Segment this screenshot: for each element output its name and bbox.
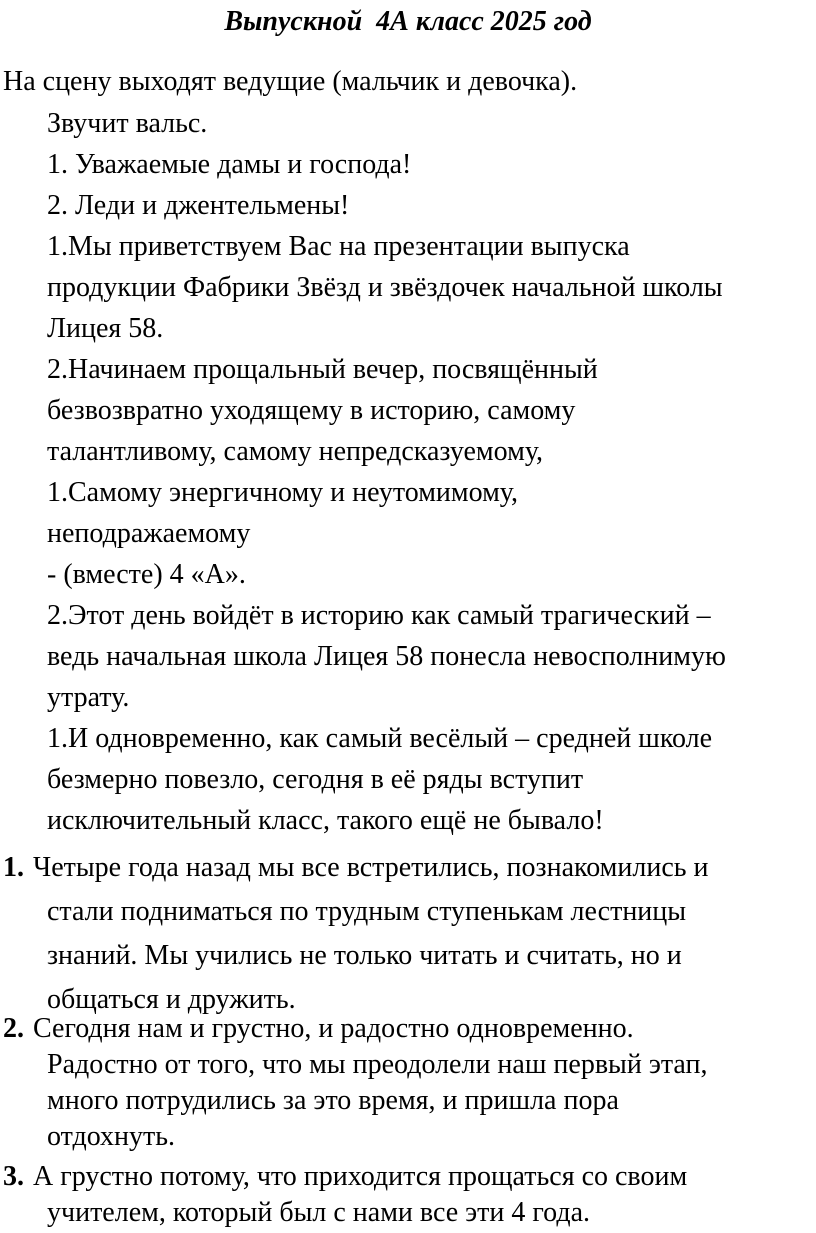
paragraph-continuation <box>47 1047 812 1155</box>
paragraph-number: 3. <box>3 1161 24 1192</box>
paragraph-first-line: Четыре года назад мы все встретились, познакомились и <box>33 852 709 883</box>
paragraph-continuation <box>47 890 812 1022</box>
script-line: - (вместе) 4 «А». <box>47 559 246 590</box>
script-line: 1.И одновременно, как самый весёлый – средней школе <box>47 723 713 754</box>
page-title: Выпускной 4А класс 2025 год <box>224 6 592 37</box>
script-line: 2.Начинаем прощальный вечер, посвящённый <box>47 354 598 385</box>
script-line: утрату. <box>47 682 130 713</box>
script-line: продукции Фабрики Звёзд и звёздочек начальной школы <box>47 272 723 303</box>
script-line: исключительный класс, такого ещё не бывало! <box>47 805 604 836</box>
script-line: 1. Уважаемые дамы и господа! <box>47 149 412 180</box>
script-line: ведь начальная школа Лицея 58 понесла невосполнимую <box>47 641 726 672</box>
script-line: безмерно повезло, сегодня в её ряды вступит <box>47 764 584 795</box>
script-line: безвозвратно уходящему в историю, самому <box>47 395 576 426</box>
paragraph-line: Радостно от того, что мы преодолели наш первый этап, <box>47 1049 708 1080</box>
script-line: неподражаемому <box>47 518 251 549</box>
paragraph-line: много потрудились за это время, и пришла пора <box>47 1085 619 1116</box>
paragraph-line: отдохнуть. <box>47 1121 176 1152</box>
paragraph-first-line: А грустно потому, что приходится прощаться со своим <box>33 1161 688 1192</box>
script-line: Лицея 58. <box>47 313 164 344</box>
script-line: 2. Леди и джентельмены! <box>47 190 350 221</box>
intro-stage-direction: На сцену выходят ведущие (мальчик и девочка). <box>3 66 578 97</box>
paragraph-line: знаний. Мы учились не только читать и считать, но и <box>47 940 682 971</box>
script-dialogue <box>47 103 812 841</box>
paragraph-line: стали подниматься по трудным ступенькам лестницы <box>47 896 687 927</box>
script-line: Звучит вальс. <box>47 108 208 139</box>
paragraph-number: 2. <box>3 1013 24 1044</box>
paragraph-continuation <box>47 1195 812 1231</box>
paragraph-first-line: Сегодня нам и грустно, и радостно одновременно. <box>33 1013 634 1044</box>
script-line: 1.Мы приветствуем Вас на презентации выпуска <box>47 231 630 262</box>
paragraph-number: 1. <box>3 852 24 883</box>
paragraph-line: общаться и дружить. <box>47 984 296 1015</box>
script-line: 2.Этот день войдёт в историю как самый трагический – <box>47 600 711 631</box>
script-line: талантливому, самому непредсказуемому, <box>47 436 544 467</box>
script-line: 1.Самому энергичному и неутомимому, <box>47 477 518 508</box>
paragraph-line: учителем, который был с нами все эти 4 года. <box>47 1197 591 1228</box>
